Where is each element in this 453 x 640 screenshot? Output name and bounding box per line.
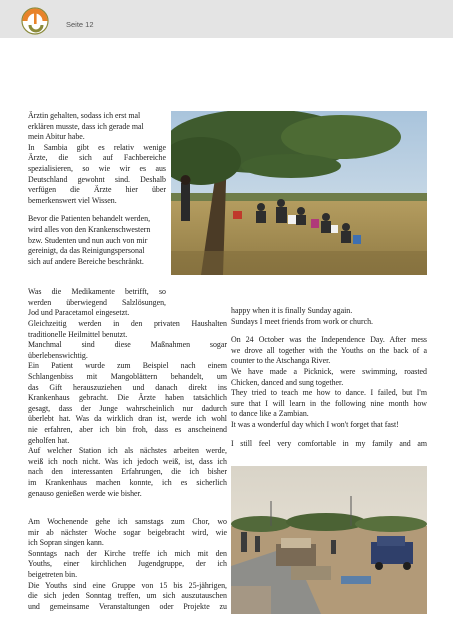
text-line: Schlangenbiss mit Mangoblättern behandelt, um <box>28 371 227 381</box>
text-line: Ärztin gehalten, sodass ich erst mal <box>28 111 141 120</box>
text-line: Am Wochenende gehe ich samstags zum Chor, wo <box>28 517 227 526</box>
text-line: genauso genießen werde wie bisher. <box>28 488 142 498</box>
text-line: die sich jeden Sonntag treffen, um sich auszutauschen <box>28 591 227 601</box>
text-line: traditionelle Heilmittel benutzt. <box>28 329 128 339</box>
text-line: I still feel very comfortable in my family and am <box>231 438 427 448</box>
left-column-middle-text <box>28 319 227 499</box>
group-under-tree-photo <box>171 111 427 275</box>
text-line: Deutschland gewohnt sind. Deshalb <box>28 174 166 184</box>
text-line: Sundays I meet friends from work or church. <box>231 316 373 326</box>
text-line: überlebenswichtig. <box>28 350 88 360</box>
text-line: to dance like a Zambian. <box>231 409 309 419</box>
text-line: Was die Medikamente betrifft, so <box>28 287 166 296</box>
text-line: erklären musste, dass ich gerade mal <box>28 121 144 131</box>
text-line: bzw. Studenten und nun auch von mir <box>28 235 148 245</box>
text-line: It was a wonderful day which I won't forget that fast! <box>231 419 399 429</box>
text-line: Auf welcher Station ich als nächstes arbeiten werde, <box>28 446 227 456</box>
text-line: Jod und Paracetamol eingesetzt. <box>28 308 130 318</box>
text-line: Manchmal sind diese Maßnahmen sogar <box>28 340 227 350</box>
right-column-text <box>231 306 427 449</box>
text-line: sure that I will learn in the following nine month how <box>231 398 427 408</box>
left-column-middle-narrow-text <box>28 287 166 319</box>
text-line: mir ab nächster Woche sogar beigebracht wird, wie <box>28 527 227 537</box>
text-line: ich Sopran singen kann. <box>28 538 104 548</box>
text-line: On 24 October was the Independence Day. After mess <box>231 335 427 345</box>
text-line: nie erfahren, aber ich bin froh, dass es anscheinend <box>28 424 227 434</box>
text-line: gereinigt, da das Reinigungspersonal <box>28 246 145 256</box>
text-line: mein Abitur habe. <box>28 132 85 142</box>
text-line: verfügen die Ärzte hier über <box>28 185 166 195</box>
page-number: Seite 12 <box>66 20 94 29</box>
text-line: Bevor die Patienten behandelt werden, <box>28 214 151 224</box>
text-line: und gemeinsame Veranstaltungen oder Projekte zu <box>28 601 227 611</box>
page-header-bar <box>0 0 453 38</box>
text-line: sich auf andere Bereiche beschränkt. <box>28 256 144 266</box>
text-line: Youths, einer kirchlichen Jugendgruppe, der ich <box>28 559 227 569</box>
circular-logo-icon <box>18 4 54 36</box>
text-line: beigetreten bin. <box>28 569 78 579</box>
text-line: überlebt hat. Was da wirklich dran ist, werde ich wohl <box>28 414 227 424</box>
text-line: Ein Patient wurde zum Beispiel nach einem <box>28 361 227 371</box>
text-line: weiß ich noch nicht. Was ich jedoch weiß, ist, dass ich <box>28 456 227 466</box>
text-line: das Gift herauszuziehen und danach direkt ins <box>28 382 227 392</box>
text-line: geholfen hat. <box>28 435 70 445</box>
text-line: we drove all together with the Youths on the back of a <box>231 345 427 355</box>
text-line: im Krankenhaus machen konnte, ich es sicherlich <box>28 477 227 487</box>
text-line: Sonntags nach der Kirche treffe ich mich mit den <box>28 548 227 558</box>
left-column-top-text <box>28 111 166 267</box>
street-market-trucks-photo <box>231 466 427 614</box>
text-line: spezialisieren, so wie wir es aus <box>28 163 166 173</box>
text-line: Die Youths sind eine Gruppe von 15 bis 25-jährigen, <box>28 580 227 590</box>
text-line: counter to the Atschanga River. <box>231 356 331 366</box>
text-line: werden überwiegend Salzlösungen, <box>28 297 166 307</box>
text-line: Krankenhaus gebracht. Die Ärzte haben tatsächlich <box>28 393 227 403</box>
text-line: nach den interessanten Erfahrungen, die ich bisher <box>28 467 227 477</box>
text-line: In Sambia gibt es relativ wenige <box>28 142 166 152</box>
left-column-bottom-text <box>28 517 227 612</box>
text-line: Gleichzeitig werden in den privaten Haushalten <box>28 319 227 328</box>
text-line: gesagt, dass der Junge wahrscheinlich nur dadurch <box>28 403 227 413</box>
text-line: Ärzte, die sich auf Fachbereiche <box>28 153 166 163</box>
text-line: They tried to teach me how to dance. I failed, but I'm <box>231 388 427 398</box>
text-line: Chicken, danced and sung together. <box>231 377 344 387</box>
text-line: bemerkenswert viel Wissen. <box>28 195 117 205</box>
text-line: We have made a Picknick, were swimming, roasted <box>231 366 427 376</box>
text-line: wird alles von den Krankenschwestern <box>28 224 151 234</box>
text-line: happy when it is finally Sunday again. <box>231 306 353 315</box>
